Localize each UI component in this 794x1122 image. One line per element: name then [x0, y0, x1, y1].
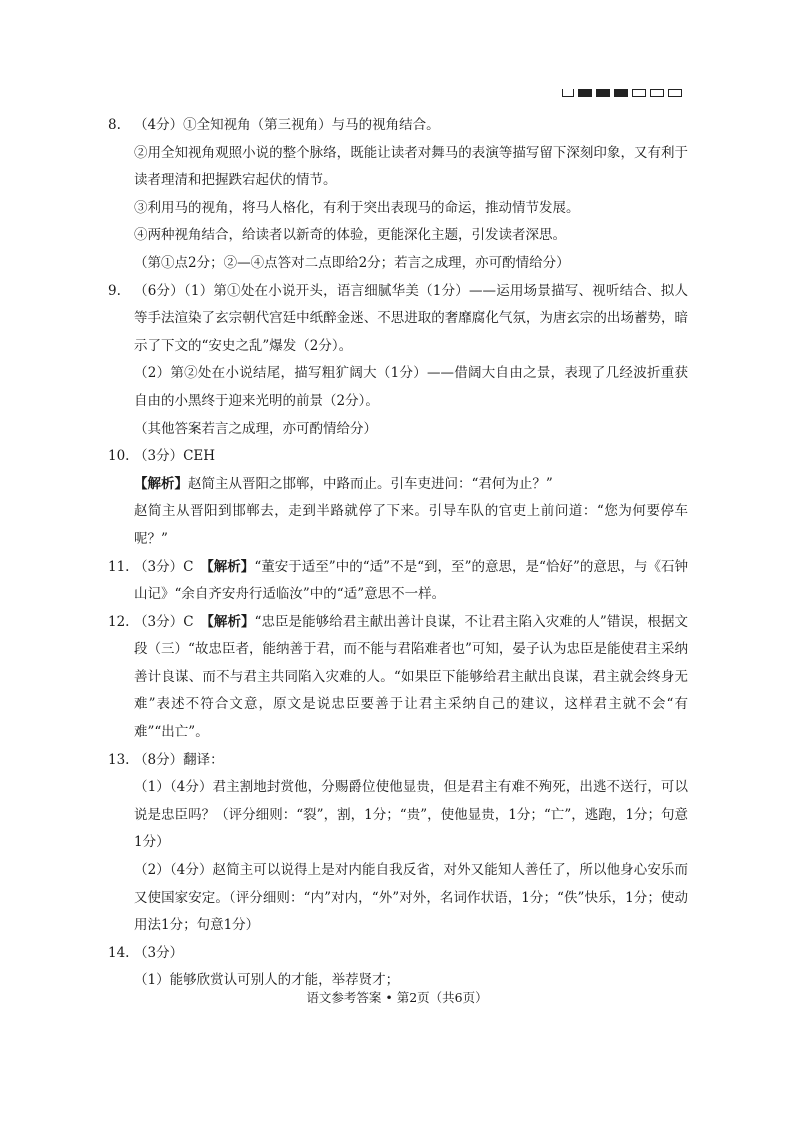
analysis-text: “忠臣是能够给君主献出善计良谋，不让君主陷入灾难的人”错误，根据文段（三）“故忠臣者，能纳善于君，而不能与君陷难者也”可知，晏子认为忠臣是能使君主采纳善计良谋、而不与君主共同陷入灾难的人。“如果臣下能够给君主献出良谋，君主就会终身无难”表述不符合文意，原文是说忠臣要善于让君主采纳自己的建议，这样君主就不会“有难”“出亡”。 — [134, 613, 689, 741]
marker-block-filled — [578, 89, 592, 97]
marker-block-filled — [596, 89, 610, 97]
answer-choice: （3分）C — [134, 558, 207, 575]
answer-choice: （3分）C — [134, 613, 208, 630]
analysis-text: 赵简主从晋阳之邯郸，中路而止。引车吏进问：“君何为止？” — [188, 475, 553, 492]
analysis-line — [134, 609, 688, 747]
answer-line: （3分） — [134, 944, 184, 961]
page-marker-blocks — [562, 89, 682, 97]
item-number: 8. — [108, 117, 121, 133]
analysis-text: “董安于适至”中的“适”不是“到，至”的意思，是“恰好”的意思，与《石钟山记》“余自齐安舟行适临汝”中的“适”意思不一样。 — [134, 558, 688, 603]
item-number: 10. — [108, 448, 130, 465]
page-footer: 语文参考答案 • 第2页（共6页） — [306, 990, 488, 1005]
analysis-line — [134, 554, 688, 609]
item-number: 12. — [108, 613, 130, 630]
marker-block-outline — [668, 89, 682, 97]
answer-item-12 — [108, 609, 688, 747]
answer-line: （2）第②处在小说结尾，描写粗犷阔大（1分）——借阔大自由之景，表现了几经波折重获自由的小黑终于迎来光明的前景（2分）。 — [134, 365, 688, 409]
answer-item-13 — [108, 747, 688, 940]
answer-line: （1）能够欣赏认可别人的才能，举荐贤才； — [134, 972, 400, 989]
item-number: 14. — [108, 944, 130, 961]
translation-line: （1）（4分）君主割地封赏他，分赐爵位使他显贵，但是君主有难不殉死，出逃不送行，可以说是忠臣吗？（评分细则：“裂”，割，1分；“贵”，使他显贵，1分；“亡”，逃跑，1分；句意1分） — [134, 779, 688, 851]
answer-item-10 — [108, 443, 688, 553]
answer-item-8 — [108, 112, 688, 278]
answer-line: ③利用马的视角，将马人格化，有利于突出表现马的命运，推动情节发展。 — [134, 199, 580, 216]
item-number: 11. — [108, 558, 130, 575]
translation-line: 赵简主从晋阳到邯郸去，走到半路就停了下来。引导车队的官吏上前问道：“您为何要停车呢？” — [134, 503, 688, 547]
scoring-note: （其他答案若言之成理，亦可酌情给分） — [134, 420, 377, 437]
analysis-tag: 【解析】 — [207, 613, 255, 630]
item-number: 13. — [108, 751, 130, 768]
marker-block-outline — [650, 89, 664, 97]
answer-line: ④两种视角结合，给读者以新奇的体验，更能深化主题，引发读者深思。 — [134, 227, 566, 244]
answer-item-11 — [108, 554, 688, 609]
answer-line: （6分）（1）第①处在小说开头，语言细腻华美（1分）——运用场景描写、视听结合、拟人等手法渲染了玄宗朝代宫廷中纸醉金迷、不思进取的奢靡腐化气氛，为唐玄宗的出场蓄势，暗示了下文的“安史之乱”爆发（2分）。 — [134, 282, 688, 354]
answer-line: （8分）翻译： — [134, 751, 224, 768]
answer-item-14 — [108, 940, 688, 995]
translation-line: （2）（4分）赵简主可以说得上是对内能自我反省，对外又能知人善任了，所以他身心安乐而又使国家安定。（评分细则：“内”对内，“外”对外，名词作状语，1分；“佚”快乐，1分；使动用法1分；句意1分） — [134, 862, 688, 934]
marker-block-outline — [632, 89, 646, 97]
marker-block-filled — [614, 89, 628, 97]
analysis-line — [134, 471, 688, 499]
analysis-tag: 【解析】 — [207, 558, 255, 575]
answer-content — [108, 112, 688, 995]
analysis-tag: 【解析】 — [134, 475, 188, 492]
answer-line: ②用全知视角观照小说的整个脉络，既能让读者对舞马的表演等描写留下深刻印象，又有利于读者理清和把握跌宕起伏的情节。 — [134, 144, 688, 189]
marker-block-outline — [562, 89, 574, 97]
answer-line: （4分）①全知视角（第三视角）与马的视角结合。 — [134, 117, 440, 133]
item-number: 9. — [108, 282, 121, 299]
answer-item-9 — [108, 278, 688, 444]
scoring-note: （第①点2分；②—④点答对二点即给2分；若言之成理，亦可酌情给分） — [134, 254, 570, 271]
answer-line: （3分）CEH — [134, 448, 216, 465]
